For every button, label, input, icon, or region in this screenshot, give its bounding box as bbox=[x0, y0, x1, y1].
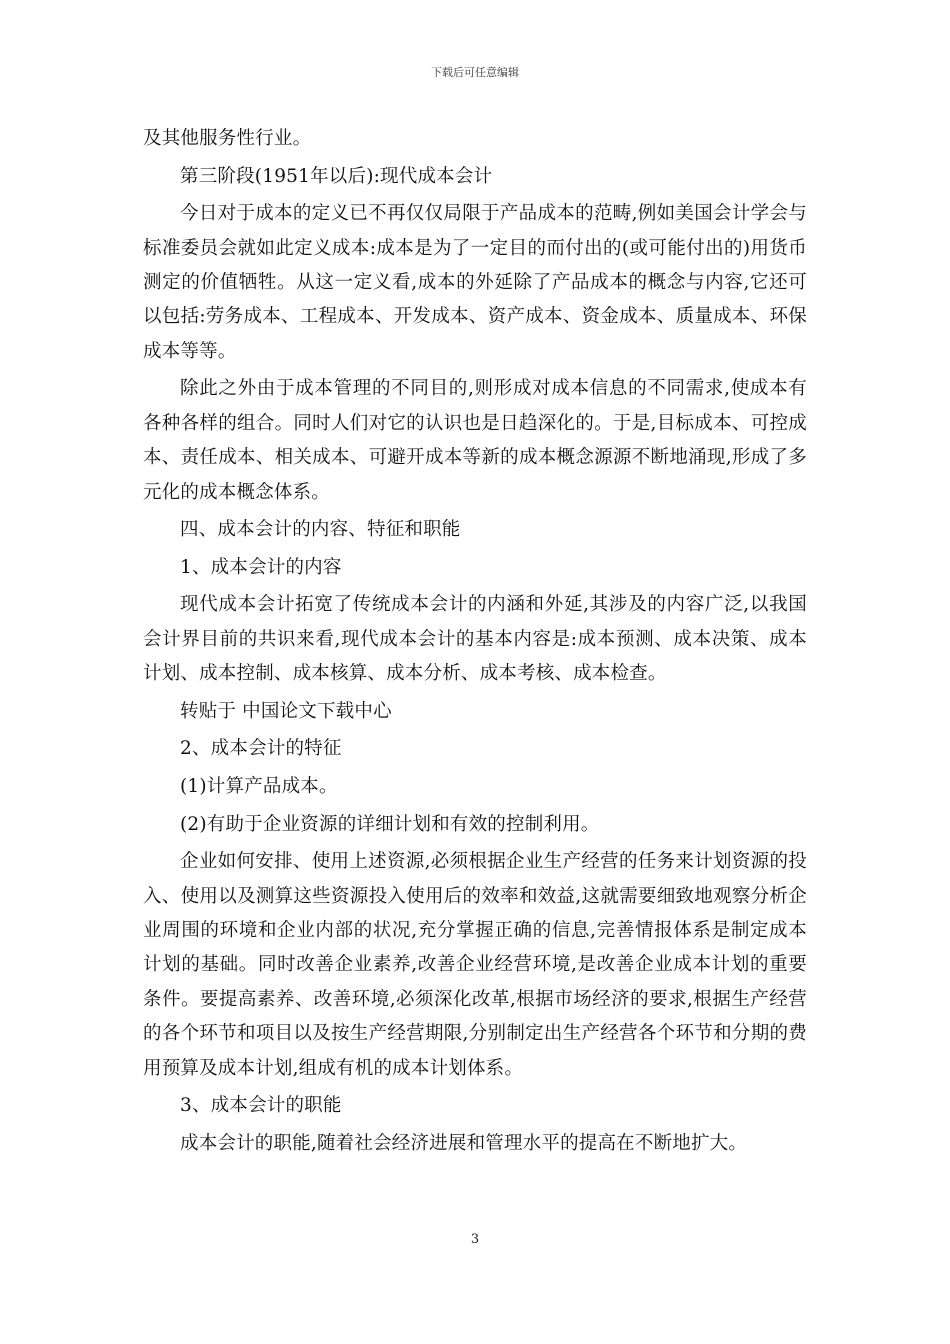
subsection-heading: 2、成本会计的特征 bbox=[180, 738, 342, 760]
subsection-heading: 1、成本会计的内容 bbox=[180, 556, 342, 578]
paragraph: 除此之外由于成本管理的不同目的,则形成对成本信息的不同需求,使成本有各种各样的组合。同时人们对它的认识也是日趋深化的。于是,目标成本、可控成本、责任成本、相关成本、可避开成本等新的成本概念源源不断地涌现,形成了多元化的成本概念体系。 bbox=[143, 378, 807, 503]
list-item: (1)计算产品成本。 bbox=[180, 776, 338, 797]
paragraph: 现代成本会计拓宽了传统成本会计的内涵和外延,其涉及的内容广泛,以我国会计界目前的共识来看,现代成本会计的基本内容是:成本预测、成本决策、成本计划、成本控制、成本核算、成本分析、成本考核、成本检查。 bbox=[143, 594, 807, 685]
page-header: 下载后可任意编辑 bbox=[431, 66, 519, 79]
section-heading: 四、成本会计的内容、特征和职能 bbox=[180, 519, 461, 541]
paragraph: 及其他服务性行业。 bbox=[143, 128, 312, 149]
paragraph: 今日对于成本的定义已不再仅仅局限于产品成本的范畴,例如美国会计学会与标准委员会就如此定义成本:成本是为了一定目的而付出的(或可能付出的)用货币测定的价值牺牲。从这一定义看,成本的外延除了产品成本的概念与内容,它还可以包括:劳务成本、工程成本、开发成本、资产成本、资金成本、质量成本、环保成本等等。 bbox=[143, 203, 807, 362]
paragraph: 企业如何安排、使用上述资源,必须根据企业生产经营的任务来计划资源的投入、使用以及测算这些资源投入使用后的效率和效益,这就需要细致地观察分析企业周围的环境和企业内部的状况,充分掌握正确的信息,完善情报体系是制定成本计划的基础。同时改善企业素养,改善企业经营环境,是改善企业成本计划的重要条件。要提高素养、改善环境,必须深化改革,根据市场经济的要求,根据生产经营的各个环节和项目以及按生产经营期限,分别制定出生产经营各个环节和分期的费用预算及成本计划,组成有机的成本计划体系。 bbox=[143, 851, 807, 1079]
source-note: 转贴于 中国论文下载中心 bbox=[180, 700, 392, 722]
subsection-heading: 3、成本会计的职能 bbox=[180, 1095, 342, 1117]
paragraph: 第三阶段(1951年以后):现代成本会计 bbox=[180, 165, 493, 187]
paragraph: 成本会计的职能,随着社会经济进展和管理水平的提高在不断地扩大。 bbox=[180, 1132, 748, 1154]
document-body bbox=[143, 122, 807, 1164]
list-item: (2)有助于企业资源的详细计划和有效的控制利用。 bbox=[180, 813, 600, 835]
page-number: 3 bbox=[470, 1232, 480, 1247]
